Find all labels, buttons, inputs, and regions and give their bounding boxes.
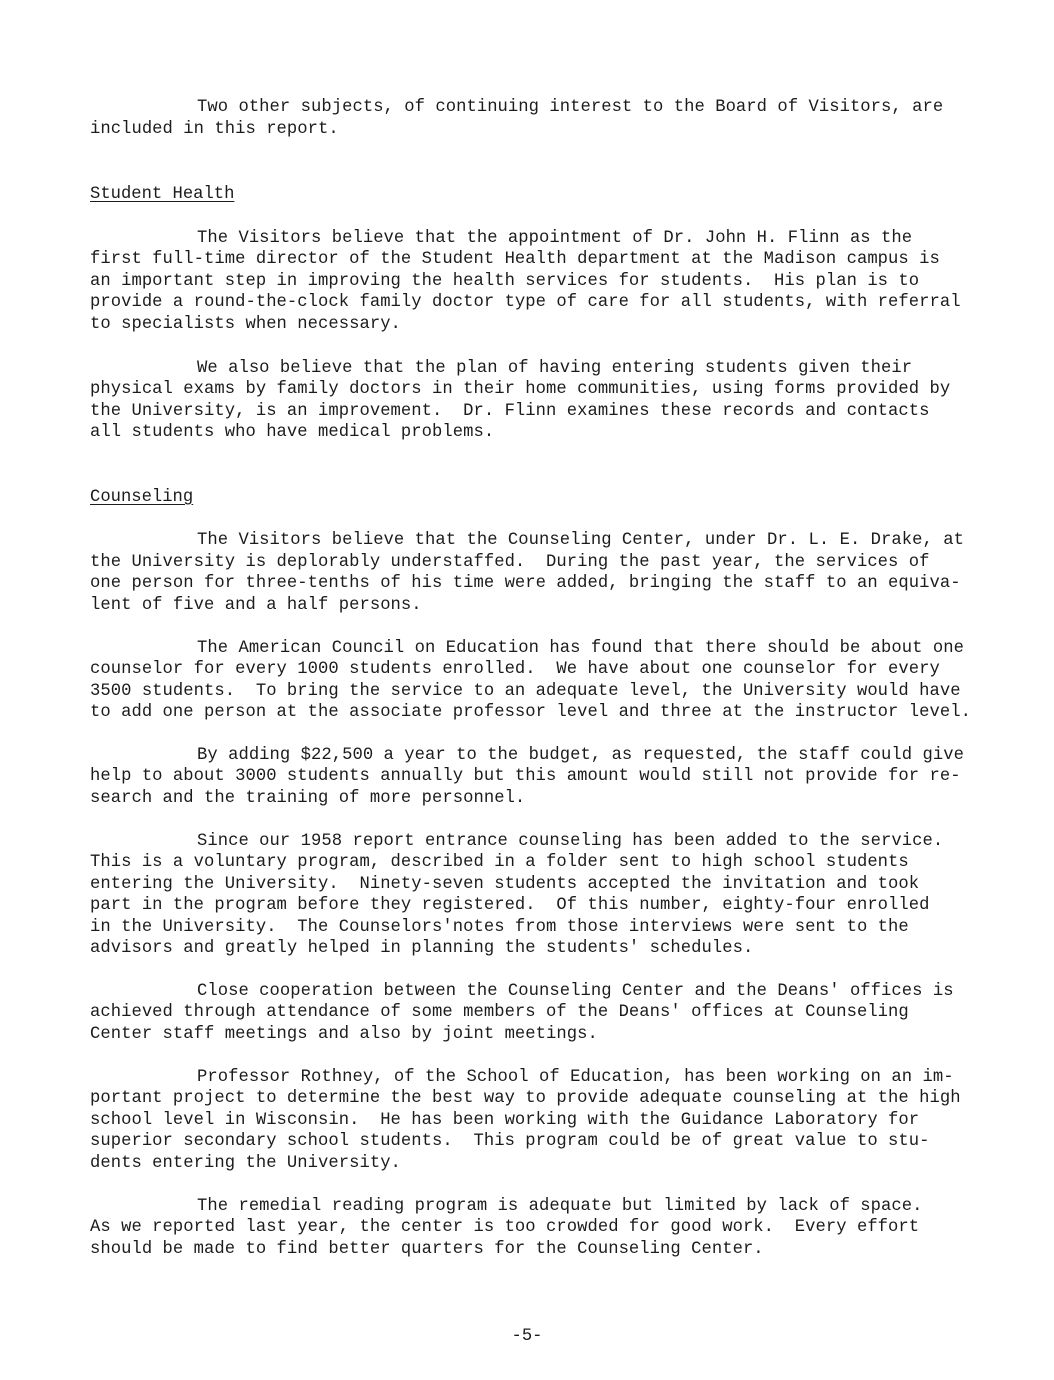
text-line: advisors and greatly helped in planning the students' schedules. [90, 939, 754, 958]
text-line: one person for three-tenths of his time were added, bringing the staff to an equiva- [90, 574, 961, 593]
text-line: provide a round-the-clock family doctor type of care for all students, with referral [90, 293, 961, 312]
text-line: portant project to determine the best way to provide adequate counseling at the high [90, 1089, 961, 1108]
text-line: included in this report. [90, 120, 339, 139]
text-line: should be made to find better quarters for the Counseling Center. [90, 1240, 764, 1259]
text-line: search and the training of more personnel. [90, 789, 526, 808]
text-line: Professor Rothney, of the School of Education, has been working on an im- [197, 1068, 954, 1087]
text-line: Center staff meetings and also by joint meetings. [90, 1025, 598, 1044]
text-line: to specialists when necessary. [90, 315, 401, 334]
text-line: 3500 students. To bring the service to an adequate level, the University would have [90, 682, 961, 701]
text-line: Since our 1958 report entrance counseling has been added to the service. [197, 832, 944, 851]
text-line: in the University. The Counselors'notes from those interviews were sent to the [90, 918, 909, 937]
text-line: counselor for every 1000 students enrolled. We have about one counselor for every [90, 660, 940, 679]
text-line: The American Council on Education has found that there should be about one [197, 639, 964, 658]
section-heading-counseling: Counseling [90, 488, 194, 507]
section-heading-student-health: Student Health [90, 185, 235, 204]
text-line: The Visitors believe that the appointment of Dr. John H. Flinn as the [197, 229, 913, 248]
text-line: school level in Wisconsin. He has been working with the Guidance Laboratory for [90, 1111, 920, 1130]
text-line: The remedial reading program is adequate but limited by lack of space. [197, 1197, 923, 1216]
text-line: the University, is an improvement. Dr. Flinn examines these records and contacts [90, 402, 930, 421]
text-line: As we reported last year, the center is too crowded for good work. Every effort [90, 1218, 920, 1237]
text-line: Close cooperation between the Counseling Center and the Deans' offices is [197, 982, 954, 1001]
text-line: physical exams by family doctors in their home communities, using forms provided by [90, 380, 951, 399]
text-line: all students who have medical problems. [90, 423, 495, 442]
text-line: an important step in improving the health services for students. His plan is to [90, 272, 920, 291]
text-line: By adding $22,500 a year to the budget, as requested, the staff could give [197, 746, 964, 765]
text-line: achieved through attendance of some members of the Deans' offices at Counseling [90, 1003, 909, 1022]
text-line: lent of five and a half persons. [90, 596, 422, 615]
page-number: -5- [511, 1327, 543, 1346]
text-line: part in the program before they registered. Of this number, eighty-four enrolled [90, 896, 930, 915]
text-line: help to about 3000 students annually but this amount would still not provide for re- [90, 767, 961, 786]
text-line: This is a voluntary program, described in a folder sent to high school students [90, 853, 909, 872]
text-line: the University is deplorably understaffed. During the past year, the services of [90, 553, 930, 572]
text-line: entering the University. Ninety-seven students accepted the invitation and took [90, 875, 920, 894]
text-line: dents entering the University. [90, 1154, 401, 1173]
text-line: first full-time director of the Student Health department at the Madison campus is [90, 250, 940, 269]
text-line: Two other subjects, of continuing interest to the Board of Visitors, are [197, 98, 944, 117]
text-line: to add one person at the associate professor level and three at the instructor level. [90, 703, 971, 722]
text-line: We also believe that the plan of having entering students given their [197, 359, 913, 378]
text-line: The Visitors believe that the Counseling Center, under Dr. L. E. Drake, at [197, 531, 964, 550]
text-line: superior secondary school students. This program could be of great value to stu- [90, 1132, 930, 1151]
